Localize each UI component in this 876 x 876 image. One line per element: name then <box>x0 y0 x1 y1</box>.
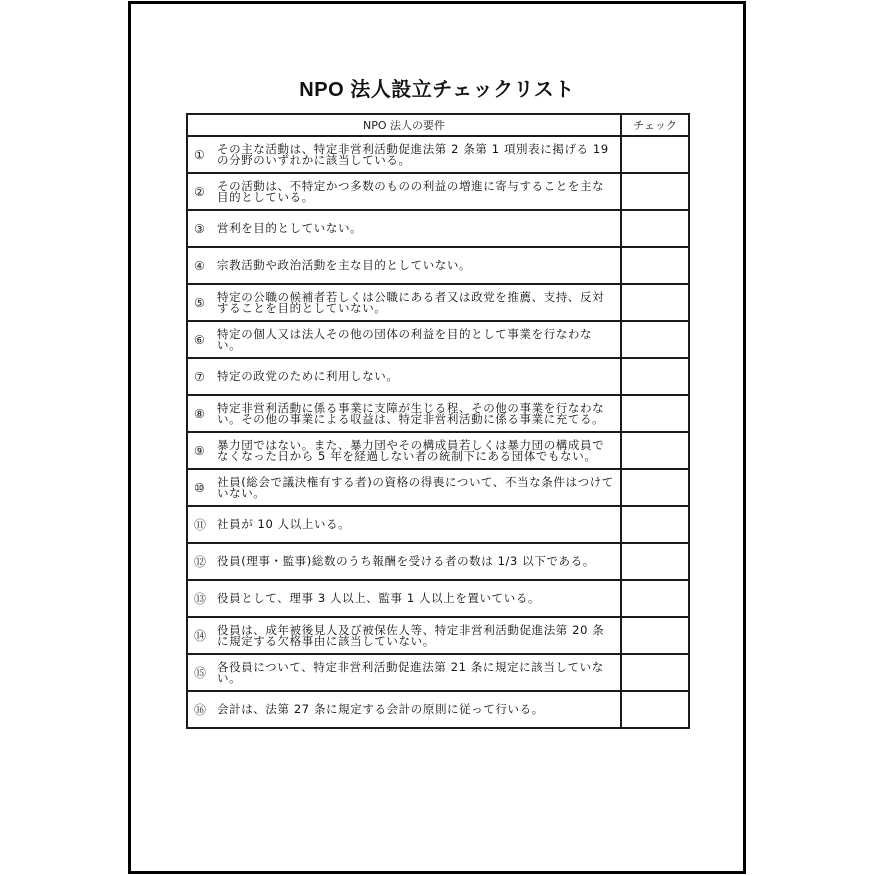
requirement-number: ⑫ <box>194 555 207 569</box>
requirement-number: ⑭ <box>194 629 207 643</box>
requirement-text: 会計は、法第 27 条に規定する会計の原則に従って行いる。 <box>217 702 544 716</box>
requirement-number: ⑥ <box>194 332 205 347</box>
check-cell[interactable] <box>621 284 689 321</box>
checklist-body <box>187 136 689 728</box>
requirement-cell <box>187 617 621 654</box>
requirement-content <box>188 359 620 394</box>
requirement-text: 営利を目的としていない。 <box>217 221 363 235</box>
check-cell[interactable] <box>621 691 689 728</box>
requirement-text: 特定の政党のために利用しない。 <box>217 369 399 383</box>
requirement-text: 特定の個人又は法人その他の団体の利益を目的として事業を行なわない。 <box>217 326 593 352</box>
check-cell[interactable] <box>621 543 689 580</box>
check-cell[interactable] <box>621 321 689 358</box>
requirement-content <box>188 544 620 579</box>
requirement-cell <box>187 543 621 580</box>
requirement-content <box>188 248 620 283</box>
requirement-content <box>188 655 620 690</box>
requirement-text: 暴力団ではない。また、暴力団やその構成員若しくは暴力団の構成員でなくなった日から 5 年を経過しない者の統制下にある団体でもない。 <box>217 437 605 463</box>
requirement-content <box>188 322 620 357</box>
requirement-number: ⑦ <box>194 369 205 384</box>
requirement-content <box>188 470 620 505</box>
requirement-number: ② <box>194 184 205 199</box>
requirement-number: ⑤ <box>194 295 205 310</box>
requirement-cell <box>187 395 621 432</box>
table-row <box>187 395 689 432</box>
table-row <box>187 691 689 728</box>
check-cell[interactable] <box>621 469 689 506</box>
requirement-cell <box>187 173 621 210</box>
requirement-cell <box>187 432 621 469</box>
requirement-number: ⑮ <box>194 666 207 680</box>
document-page <box>128 1 746 874</box>
checklist-table <box>186 113 690 729</box>
table-row <box>187 173 689 210</box>
requirement-text: その活動は、不特定かつ多数のものの利益の増進に寄与することを主な目的としている。 <box>217 178 605 204</box>
table-row <box>187 617 689 654</box>
requirement-cell <box>187 136 621 173</box>
table-row <box>187 247 689 284</box>
requirement-text: 特定の公職の候補者若しくは公職にある者又は政党を推薦、支持、反対することを目的としていない。 <box>217 289 605 315</box>
table-row <box>187 321 689 358</box>
requirement-content <box>188 174 620 209</box>
requirement-content <box>188 618 620 653</box>
table-row <box>187 469 689 506</box>
requirement-text: 役員は、成年被後見人及び被保佐人等、特定非営利活動促進法第 20 条に規定する欠格事由に該当していない。 <box>217 622 605 648</box>
table-row <box>187 358 689 395</box>
requirement-content <box>188 692 620 727</box>
requirement-number: ⑧ <box>194 406 205 421</box>
requirement-text: 社員が 10 人以上いる。 <box>217 517 351 531</box>
requirement-cell <box>187 247 621 284</box>
table-row <box>187 432 689 469</box>
page-title: NPO 法人設立チェックリスト <box>299 79 575 101</box>
check-cell[interactable] <box>621 210 689 247</box>
requirement-content <box>188 137 620 172</box>
requirement-text: 役員として、理事 3 人以上、監事 1 人以上を置いている。 <box>217 591 541 605</box>
requirement-number: ⑩ <box>194 480 205 495</box>
requirement-number: ⑪ <box>194 518 207 532</box>
requirement-number: ⑯ <box>194 703 207 717</box>
requirement-cell <box>187 654 621 691</box>
requirement-cell <box>187 321 621 358</box>
requirement-cell <box>187 358 621 395</box>
requirement-cell <box>187 580 621 617</box>
requirement-content <box>188 211 620 246</box>
requirement-text: 宗教活動や政治活動を主な目的としていない。 <box>217 258 472 272</box>
check-cell[interactable] <box>621 136 689 173</box>
requirement-cell <box>187 691 621 728</box>
requirement-column-header: NPO 法人の要件 <box>187 114 621 136</box>
check-cell[interactable] <box>621 173 689 210</box>
requirement-content <box>188 433 620 468</box>
requirement-text: 役員(理事・監事)総数のうち報酬を受ける者の数は 1/3 以下である。 <box>217 554 595 568</box>
requirement-text: 各役員について、特定非営利活動促進法第 21 条に規定に該当していない。 <box>217 659 604 685</box>
table-row <box>187 210 689 247</box>
requirement-cell <box>187 506 621 543</box>
table-row <box>187 580 689 617</box>
requirement-content <box>188 507 620 542</box>
check-cell[interactable] <box>621 654 689 691</box>
check-column-header: チェック <box>621 114 689 136</box>
requirement-text: 社員(総会で議決権有する者)の資格の得喪について、不当な条件はつけていない。 <box>217 474 614 500</box>
check-cell[interactable] <box>621 506 689 543</box>
check-cell[interactable] <box>621 395 689 432</box>
requirement-content <box>188 285 620 320</box>
check-cell[interactable] <box>621 247 689 284</box>
table-row <box>187 654 689 691</box>
requirement-cell <box>187 469 621 506</box>
requirement-cell <box>187 210 621 247</box>
requirement-content <box>188 581 620 616</box>
requirement-number: ⑬ <box>194 592 207 606</box>
requirement-number: ① <box>194 147 205 162</box>
table-row <box>187 284 689 321</box>
check-cell[interactable] <box>621 617 689 654</box>
check-cell[interactable] <box>621 432 689 469</box>
table-header-row <box>187 114 689 136</box>
requirement-number: ⑨ <box>194 443 205 458</box>
requirement-number: ④ <box>194 258 205 273</box>
table-row <box>187 506 689 543</box>
requirement-text: その主な活動は、特定非営利活動促進法第 2 条第 1 項別表に掲げる 19 の分野のいずれかに該当している。 <box>217 141 609 167</box>
requirement-cell <box>187 284 621 321</box>
requirement-number: ③ <box>194 221 205 236</box>
check-cell[interactable] <box>621 580 689 617</box>
table-row <box>187 543 689 580</box>
check-cell[interactable] <box>621 358 689 395</box>
table-row <box>187 136 689 173</box>
requirement-content <box>188 396 620 431</box>
requirement-text: 特定非営利活動に係る事業に支障が生じる程、その他の事業を行なわない。その他の事業による収益は、特定非営利活動に係る事業に充てる。 <box>217 400 605 426</box>
